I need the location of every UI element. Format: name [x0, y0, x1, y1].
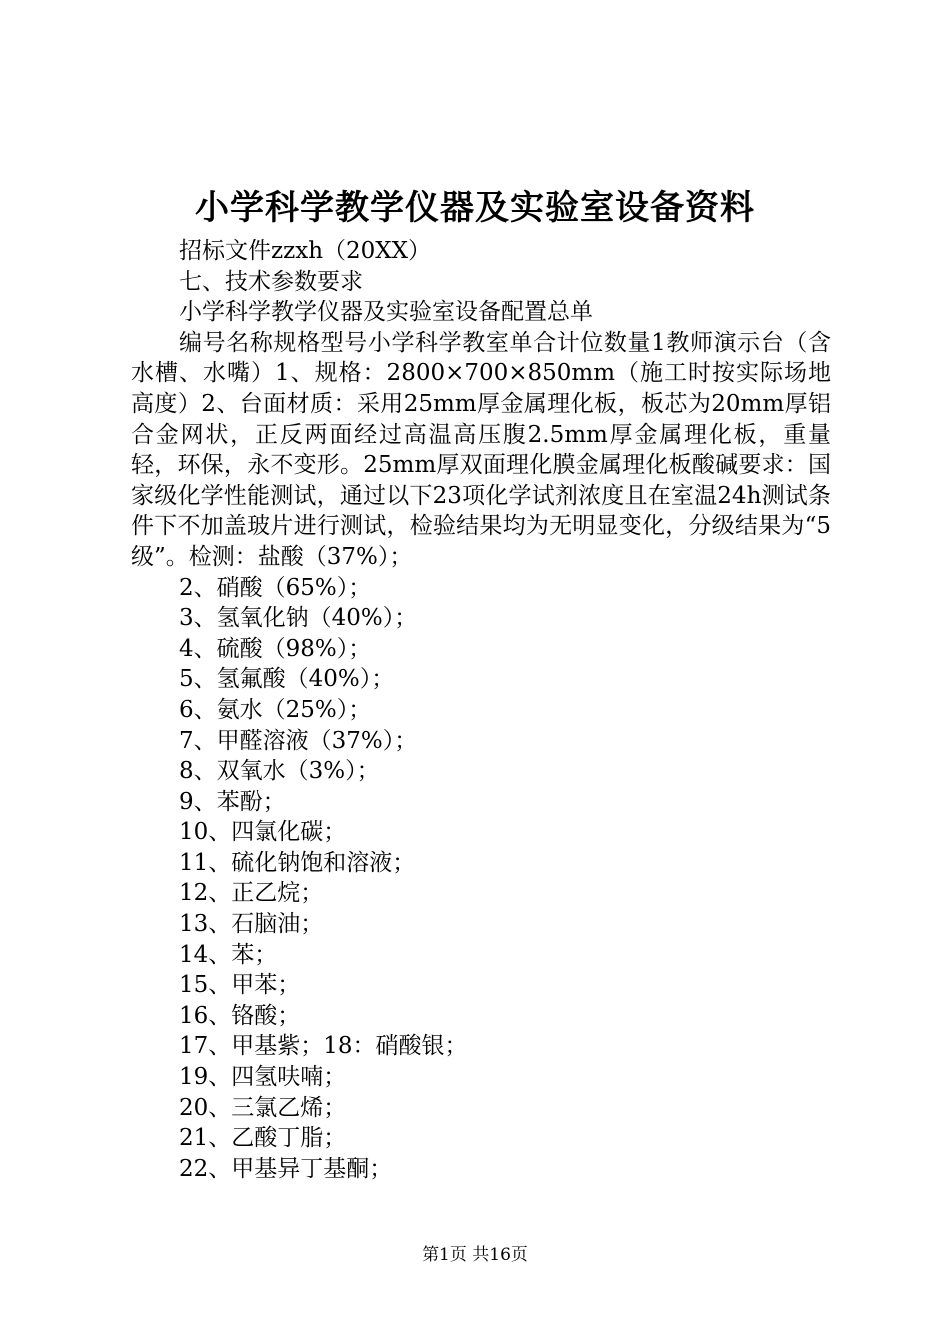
list-item: 15、甲苯；: [179, 972, 301, 999]
main-paragraph: 编号名称规格型号小学科学教室单合计位数量1教师演示台（含水槽、水嘴）1、规格：2800×700×850mm（施工时按实际场地高度）2、台面材质：采用25mm厚金属理化板，板芯为20mm厚铝合金网状，正反两面经过高温高压腹2.5mm厚金属理化板，重量轻，环保，永不变形。25mm厚双面理化膜金属理化板酸碱要求：国家级化学性能测试，通过以下23项化学试剂浓度且在室温24h测试条件下不加盖玻片进行测试，检验结果均为无明显变化，分级结果为“5级”。检测：盐酸（37%）；: [131, 329, 831, 570]
list-item: 4、硫酸（98%）；: [179, 635, 372, 662]
list-item: 22、甲基异丁基酮；: [179, 1155, 393, 1182]
page-title: 小学科学教学仪器及实验室设备资料: [195, 188, 755, 228]
list-item: 6、氨水（25%）；: [179, 696, 372, 723]
list-item: 16、铬酸；: [179, 1002, 301, 1029]
list-item: 5、氢氟酸（40%）；: [179, 666, 395, 693]
list-item: 8、双氧水（3%）；: [179, 758, 380, 785]
list-item: 3、氢氧化钠（40%）；: [179, 605, 418, 632]
list-item: 2、硝酸（65%）；: [179, 574, 372, 601]
list-item: 20、三氯乙烯；: [179, 1094, 347, 1121]
list-item: 17、甲基紫；18：硝酸银；: [179, 1033, 468, 1060]
list-item: 9、苯酚；: [179, 788, 286, 815]
section-heading: 七、技术参数要求: [179, 268, 363, 295]
page-number: 第1页 共16页: [422, 1245, 528, 1265]
list-item: 10、四氯化碳；: [179, 819, 347, 846]
document-body: [131, 236, 831, 1184]
list-item: 12、正乙烷；: [179, 880, 324, 907]
tender-file-line: 招标文件zzxh（20XX）: [179, 238, 432, 264]
list-item: 19、四氢呋喃；: [179, 1064, 347, 1091]
list-item: 11、硫化钠饱和溶液；: [179, 849, 416, 876]
list-item: 13、石脑油；: [179, 911, 324, 938]
list-item: 21、乙酸丁脂；: [179, 1125, 347, 1152]
config-list-heading: 小学科学教学仪器及实验室设备配置总单: [179, 299, 593, 326]
list-item: 14、苯；: [179, 941, 278, 968]
reagent-list: [131, 573, 831, 1185]
list-item: 7、甲醛溶液（37%）；: [179, 727, 418, 754]
